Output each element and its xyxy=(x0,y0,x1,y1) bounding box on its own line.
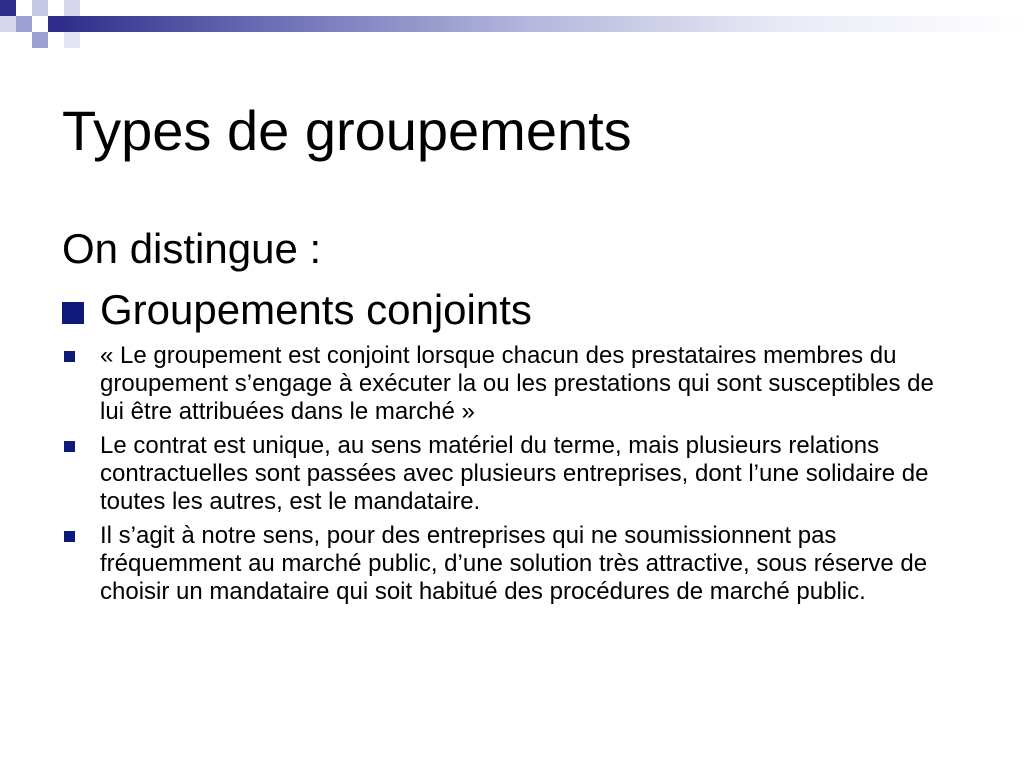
slide-title: Types de groupements xyxy=(62,99,632,162)
header-decoration-square xyxy=(32,32,48,48)
square-bullet-icon xyxy=(64,441,75,452)
intro-text: On distingue : xyxy=(62,225,322,272)
header-gradient-bar xyxy=(62,16,1024,32)
square-bullet-icon xyxy=(62,302,84,324)
square-bullet-icon xyxy=(64,351,75,362)
header-decoration-square xyxy=(0,0,16,16)
bullet-list xyxy=(62,342,962,612)
section-heading-label: Groupements conjoints xyxy=(100,286,532,333)
header-decoration-square xyxy=(0,16,16,32)
header-decoration-square xyxy=(32,0,48,16)
square-bullet-icon xyxy=(64,531,75,542)
header-decoration-square xyxy=(16,16,32,32)
bullet-point xyxy=(62,342,962,426)
bullet-point-text: « Le groupement est conjoint lorsque chacun des prestataires membres du groupement s’engage à exécuter la ou les prestations qui sont susceptibles de lui être attribuées dans le marché » xyxy=(100,342,934,425)
bullet-point xyxy=(62,432,962,516)
bullet-point-text: Le contrat est unique, au sens matériel du terme, mais plusieurs relations contractuelles sont passées avec plusieurs entreprises, dont l’une solidaire de toutes les autres, est le mandataire. xyxy=(100,432,929,515)
bullet-point-text: Il s’agit à notre sens, pour des entreprises qui ne soumissionnent pas fréquemment au marché public, d’une solution très attractive, sous réserve de choisir un mandataire qui soit habitué des procédures de marché public. xyxy=(100,522,928,605)
header-decoration-square xyxy=(64,0,80,16)
bullet-point xyxy=(62,522,962,606)
header-decoration-square xyxy=(64,32,80,48)
